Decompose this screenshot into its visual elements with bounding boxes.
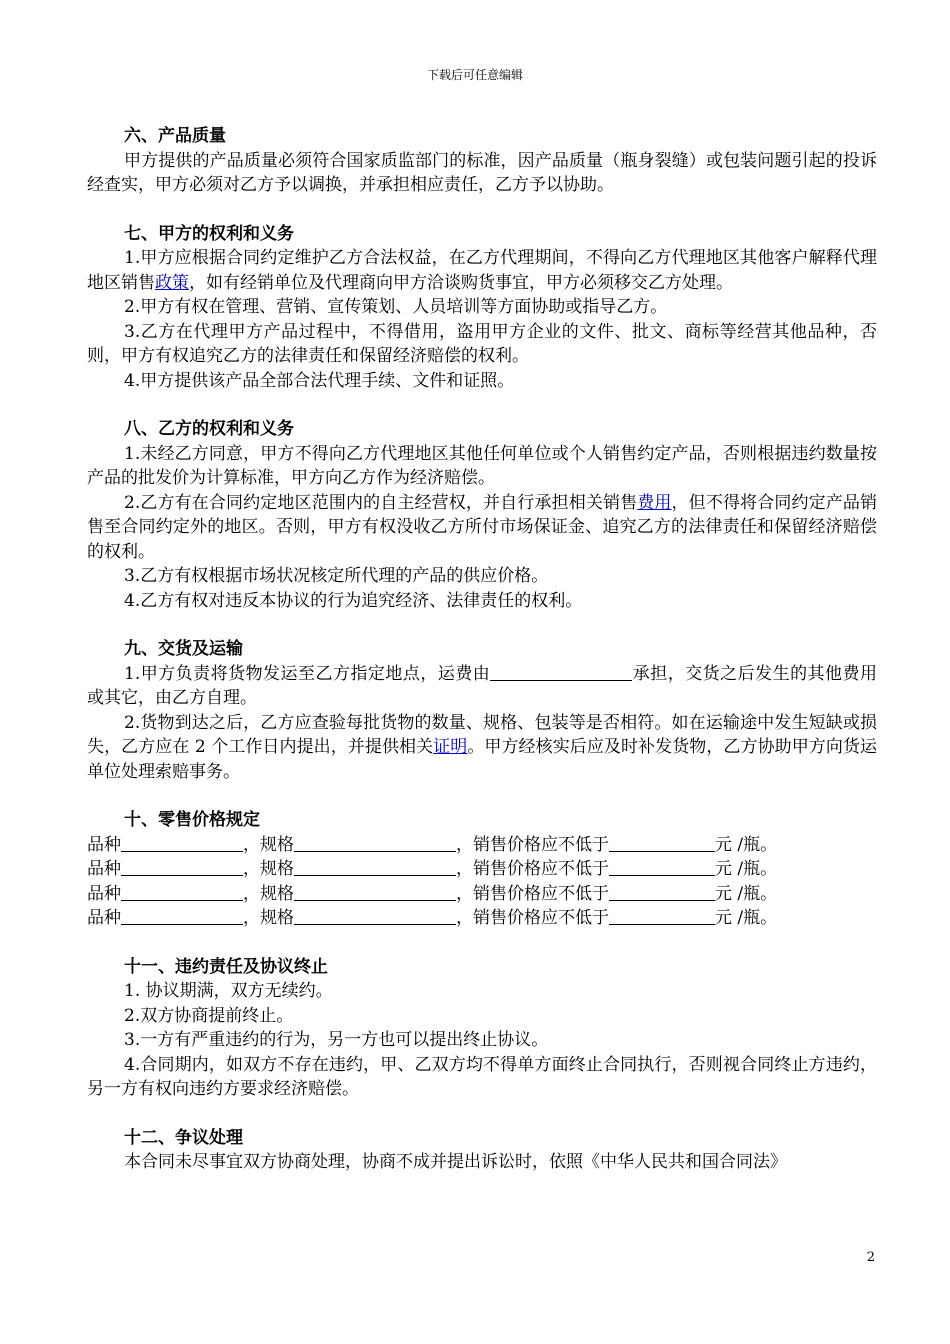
variety-blank[interactable]	[121, 859, 243, 876]
price-row: 品种 ，规格 ，销售价格应不低于 元 /瓶。	[87, 834, 778, 855]
price-blank[interactable]	[609, 835, 715, 852]
section-9-para-2: 2.货物到达之后，乙方应查验每批货物的数量、规格、包装等是否相符。如在运输途中发生短缺或损失，乙方应在 2 个工作日内提出，并提供相关证明。甲方经核实后应及时补发货物，乙方协助甲方向货运单位处理索赔事务。	[87, 712, 878, 782]
section-12-title: 十二、争议处理	[124, 1127, 243, 1148]
section-11-title: 十一、违约责任及协议终止	[124, 956, 328, 977]
section-8-para-2: 2.乙方有在合同约定地区范围内的自主经营权，并自行承担相关销售费用，但不得将合同约定产品销售至合同约定外的地区。否则，甲方有权没收乙方所付市场保证金、追究乙方的法律责任和保留经济赔偿的权利。	[87, 492, 878, 562]
section-8-para-3: 3.乙方有权根据市场状况核定所代理的产品的供应价格。	[124, 566, 549, 586]
section-10-title: 十、零售价格规定	[124, 810, 260, 830]
variety-blank[interactable]	[121, 835, 243, 852]
section-7-para-4: 4.甲方提供该产品全部合法代理手续、文件和证照。	[124, 370, 515, 391]
spec-blank[interactable]	[294, 908, 456, 925]
price-row: 品种 ，规格 ，销售价格应不低于 元 /瓶。	[87, 908, 778, 928]
policy-link[interactable]: 政策	[155, 272, 189, 293]
section-11-para-3: 3.一方有严重违约的行为，另一方也可以提出终止协议。	[124, 1030, 549, 1050]
page-header: 下载后可任意编辑	[426, 68, 523, 82]
section-6-para-1: 甲方提供的产品质量必须符合国家质监部门的标准，因产品质量（瓶身裂缝）或包装问题引起的投诉经查实，甲方必须对乙方予以调换，并承担相应责任，乙方予以协助。	[87, 150, 877, 195]
section-11-para-2: 2.双方协商提前终止。	[124, 1005, 294, 1026]
document-body	[87, 124, 877, 1175]
section-7-para-1: 1.甲方应根据合同约定维护乙方合法权益，在乙方代理期间，不得向乙方代理地区其他客户解释代理地区销售政策，如有经销单位及代理商向甲方洽谈购货事宜，甲方必须移交乙方处理。	[87, 248, 877, 293]
section-8-para-4: 4.乙方有权对违反本协议的行为追究经济、法律责任的权利。	[124, 590, 583, 611]
price-blank[interactable]	[609, 884, 715, 901]
section-9-title: 九、交货及运输	[124, 639, 243, 659]
price-row: 品种 ，规格 ，销售价格应不低于 元 /瓶。	[87, 859, 778, 879]
section-7-title: 七、甲方的权利和义务	[124, 223, 294, 244]
section-9-para-1: 1.甲方负责将货物发运至乙方指定地点，运费由 承担，交货之后发生的其他费用或其它，由乙方自理。	[87, 663, 877, 708]
price-row: 品种 ，规格 ，销售价格应不低于 元 /瓶。	[87, 883, 778, 904]
freight-payer-blank[interactable]	[490, 664, 632, 681]
price-blank[interactable]	[609, 859, 715, 876]
variety-blank[interactable]	[121, 884, 243, 901]
spec-blank[interactable]	[294, 859, 456, 876]
section-12-para-1: 本合同未尽事宜双方协商处理，协商不成并提出诉讼时，依照《中华人民共和国合同法》	[124, 1152, 787, 1172]
price-blank[interactable]	[609, 908, 715, 925]
section-8-para-1: 1.未经乙方同意，甲方不得向乙方代理地区其他任何单位或个人销售约定产品，否则根据违约数量按产品的批发价为计算标准，甲方向乙方作为经济赔偿。	[87, 443, 877, 488]
spec-blank[interactable]	[294, 835, 456, 852]
section-6-title: 六、产品质量	[124, 126, 226, 146]
spec-blank[interactable]	[294, 884, 456, 901]
section-7-para-3: 3.乙方在代理甲方产品过程中，不得借用，盗用甲方企业的文件、批文、商标等经营其他品种，否则，甲方有权追究乙方的法律责任和保留经济赔偿的权利。	[87, 321, 877, 366]
proof-link[interactable]: 证明	[433, 737, 468, 757]
section-8-title: 八、乙方的权利和义务	[124, 419, 294, 439]
variety-blank[interactable]	[121, 908, 243, 925]
section-7-para-2: 2.甲方有权在管理、营销、宣传策划、人员培训等方面协助或指导乙方。	[124, 297, 668, 317]
section-11-para-1: 1. 协议期满，双方无续约。	[124, 981, 333, 1001]
page-number: 2	[866, 1250, 875, 1265]
expense-link[interactable]: 费用	[637, 492, 672, 513]
section-11-para-4: 4.合同期内，如双方不存在违约，甲、乙双方均不得单方面终止合同执行，否则视合同终止方违约，另一方有权向违约方要求经济赔偿。	[87, 1054, 877, 1099]
